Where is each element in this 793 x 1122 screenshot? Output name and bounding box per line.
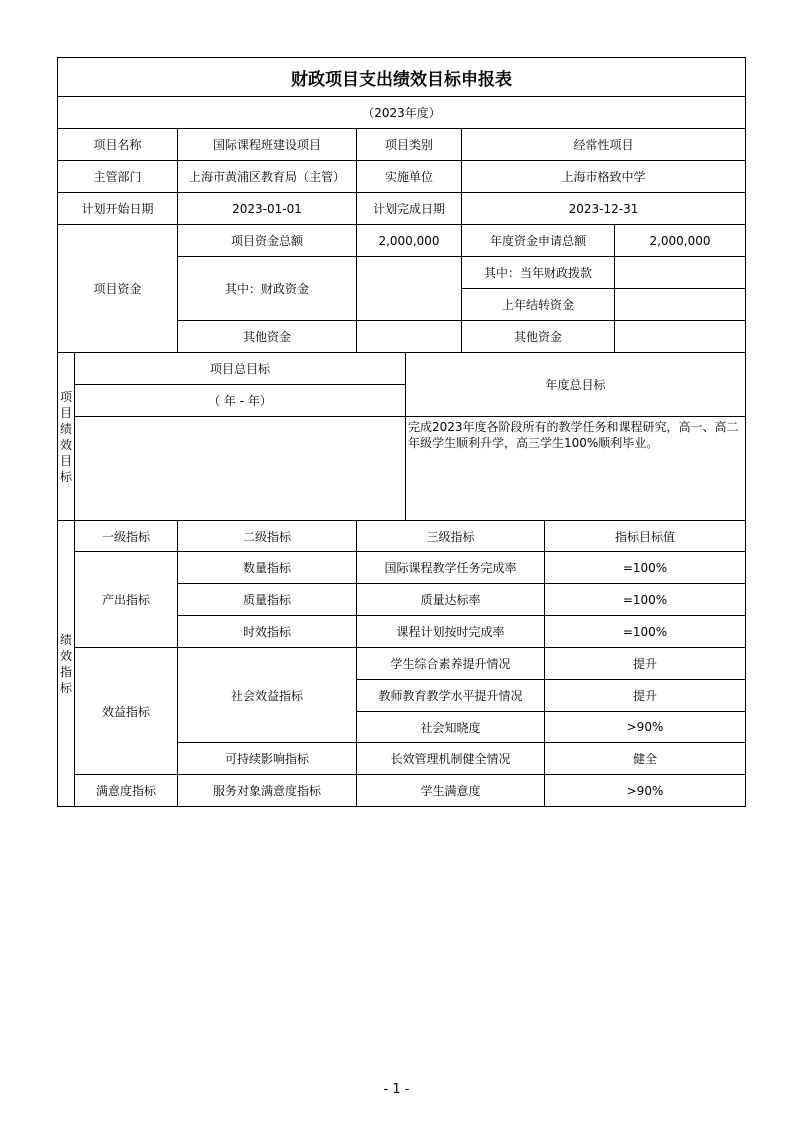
funds-fiscal-value <box>356 256 462 321</box>
funds-annual-value: 2,000,000 <box>614 224 746 257</box>
header-level2: 二级指标 <box>177 520 357 552</box>
table-row-l3: 社会知晓度 <box>356 711 545 743</box>
output-indicator-label: 产出指标 <box>74 551 178 648</box>
start-date-value: 2023-01-01 <box>177 192 357 225</box>
satisfaction-indicator-label: 满意度指标 <box>74 774 178 807</box>
annual-goal-label: 年度总目标 <box>405 352 746 417</box>
table-row-l3: 学生综合素养提升情况 <box>356 647 545 680</box>
table-row-value: >90% <box>544 774 746 807</box>
form-title: 财政项目支出绩效目标申报表 <box>57 57 746 97</box>
unit-value: 上海市格致中学 <box>461 160 746 193</box>
project-category-label: 项目类别 <box>356 128 462 161</box>
table-row-l2: 时效指标 <box>177 615 357 648</box>
table-row-value: 提升 <box>544 679 746 712</box>
indicators-side-label: 绩 效 指 标 <box>57 520 75 807</box>
table-row-value: =100% <box>544 551 746 584</box>
overall-goal-label: 项目总目标 <box>74 352 406 385</box>
form-year: （2023年度） <box>57 96 746 129</box>
annual-goal-text: 完成2023年度各阶段所有的教学任务和课程研究，高一、高二年级学生顺利升学，高三学生100%顺利毕业。 <box>405 416 746 521</box>
end-date-label: 计划完成日期 <box>356 192 462 225</box>
social-benefit-label: 社会效益指标 <box>177 647 357 743</box>
table-row-l3: 长效管理机制健全情况 <box>356 742 545 775</box>
funds-carry-value <box>614 288 746 321</box>
end-date-value: 2023-12-31 <box>461 192 746 225</box>
header-level3: 三级指标 <box>356 520 545 552</box>
funds-carry-label: 上年结转资金 <box>461 288 615 321</box>
sustain-impact-label: 可持续影响指标 <box>177 742 357 775</box>
funds-other-label: 其他资金 <box>177 320 357 353</box>
start-date-label: 计划开始日期 <box>57 192 178 225</box>
table-row-l3: 国际课程教学任务完成率 <box>356 551 545 584</box>
goals-side-label: 项 目 绩 效 目 标 <box>57 352 75 521</box>
unit-label: 实施单位 <box>356 160 462 193</box>
table-row-value: 提升 <box>544 647 746 680</box>
overall-goal-period: （ 年 - 年） <box>74 384 406 417</box>
project-category-value: 经常性项目 <box>461 128 746 161</box>
funds-other2-value <box>614 320 746 353</box>
table-row-l2: 数量指标 <box>177 551 357 584</box>
table-row-value: >90% <box>544 711 746 743</box>
funds-fiscal-label: 其中：财政资金 <box>177 256 357 321</box>
dept-value: 上海市黄浦区教育局（主管） <box>177 160 357 193</box>
funds-current-value <box>614 256 746 289</box>
funds-annual-label: 年度资金申请总额 <box>461 224 615 257</box>
page-number: - 1 - <box>383 1082 410 1097</box>
table-row-l3: 质量达标率 <box>356 583 545 616</box>
table-row-value: =100% <box>544 615 746 648</box>
table-row-value: =100% <box>544 583 746 616</box>
project-name-label: 项目名称 <box>57 128 178 161</box>
project-name-value: 国际课程班建设项目 <box>177 128 357 161</box>
header-level1: 一级指标 <box>74 520 178 552</box>
funds-other2-label: 其他资金 <box>461 320 615 353</box>
overall-goal-text <box>74 416 406 521</box>
table-row-value: 健全 <box>544 742 746 775</box>
funds-label: 项目资金 <box>57 224 178 353</box>
dept-label: 主管部门 <box>57 160 178 193</box>
table-row-l3: 课程计划按时完成率 <box>356 615 545 648</box>
table-row-l2: 质量指标 <box>177 583 357 616</box>
funds-other-value <box>356 320 462 353</box>
funds-current-label: 其中：当年财政拨款 <box>461 256 615 289</box>
table-row-l3: 教师教育教学水平提升情况 <box>356 679 545 712</box>
table-row-l2: 服务对象满意度指标 <box>177 774 357 807</box>
funds-total-label: 项目资金总额 <box>177 224 357 257</box>
table-row-l3: 学生满意度 <box>356 774 545 807</box>
benefit-indicator-label: 效益指标 <box>74 647 178 775</box>
header-target-value: 指标目标值 <box>544 520 746 552</box>
funds-total-value: 2,000,000 <box>356 224 462 257</box>
